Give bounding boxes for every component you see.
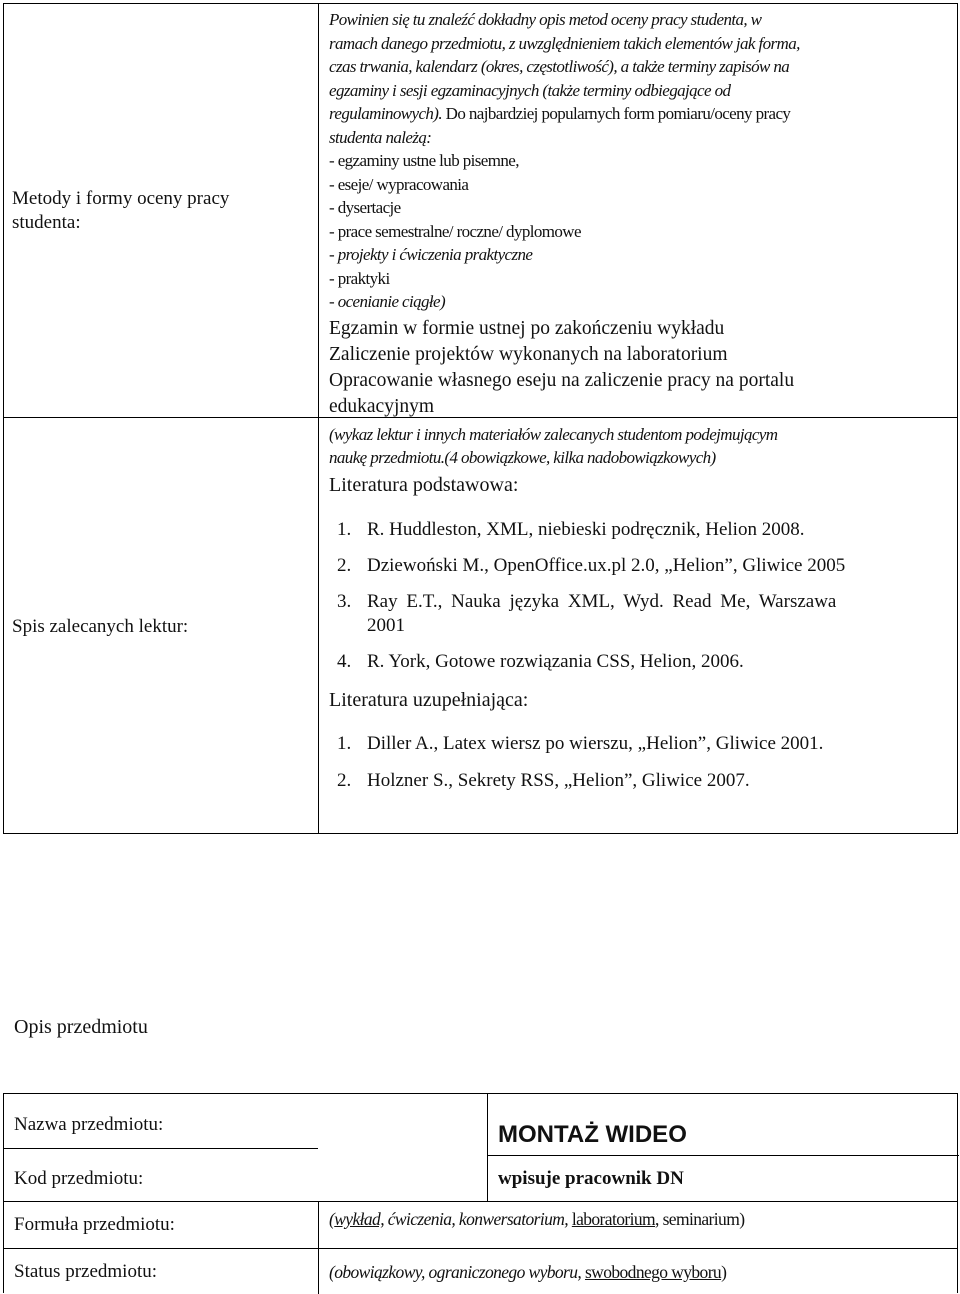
list-item	[329, 555, 949, 577]
list-item	[329, 519, 949, 541]
actual-method: Opracowanie własnego eseju na zaliczenie pracy na portalu	[329, 369, 795, 391]
status-options: (obowiązkowy, ograniczonego wyboru,	[329, 1262, 585, 1282]
item-text: Ray E.T., Nauka języka XML, Wyd. Read Me, Warszawa	[367, 590, 837, 612]
extra-literature-header: Literatura uzupełniająca:	[329, 688, 529, 711]
readings-label: Spis zalecanych lektur:	[12, 616, 189, 637]
item-number: 2.	[337, 769, 352, 791]
actual-methods	[329, 316, 949, 420]
code-label: Kod przedmiotu:	[14, 1168, 144, 1189]
item-text: Dziewoński M., OpenOffice.ux.pl 2.0, „Helion”, Gliwice 2005	[367, 554, 846, 576]
status-label: Status przedmiotu:	[14, 1261, 158, 1282]
row-divider	[4, 1201, 957, 1202]
methods-label: Metody i formy oceny pracy studenta:	[12, 188, 230, 233]
item-number: 4.	[337, 650, 352, 672]
readings-note: naukę przedmiotu.(4 obowiązkowe, kilka nadobowiązkowych)	[329, 448, 716, 467]
row-divider	[4, 1148, 318, 1149]
formula-open: (	[329, 1209, 335, 1229]
formula-label: Formuła przedmiotu:	[14, 1214, 175, 1235]
item-number: 2.	[337, 554, 352, 576]
form-item: - eseje/ wypracowania	[329, 174, 469, 194]
popular-forms-line2: studenta należą:	[329, 127, 432, 147]
status-value	[329, 1261, 726, 1285]
methods-content	[329, 8, 949, 792]
formula-lab: laboratorium	[571, 1209, 656, 1229]
actual-method: edukacyjnym	[329, 395, 435, 417]
form-item: - projekty i ćwiczenia praktyczne	[329, 245, 533, 264]
status-free-choice: swobodnego wyboru	[584, 1262, 722, 1282]
list-item	[329, 770, 949, 792]
actual-method: Zaliczenie projektów wykonanych na laboratorium	[329, 343, 728, 365]
item-number: 3.	[337, 590, 352, 612]
item-text: R. York, Gotowe rozwiązania CSS, Helion, 2006.	[367, 650, 744, 672]
intro-line: czas trwania, kalendarz (okres, częstotliwość), a także terminy zapisów na	[329, 57, 790, 76]
item-text: Holzner S., Sekrety RSS, „Helion”, Gliwice 2007.	[367, 769, 750, 791]
row-divider	[487, 1155, 959, 1156]
row-divider	[4, 1248, 957, 1249]
list-item-continuation	[329, 615, 949, 637]
item-number: 1.	[337, 518, 352, 540]
section-title: Opis przedmiotu	[14, 1016, 148, 1038]
form-item: - dysertacje	[329, 198, 401, 217]
column-divider	[487, 1094, 488, 1201]
basic-literature-header: Literatura podstawowa:	[329, 473, 519, 496]
formula-options: ćwiczenia, konwersatorium,	[383, 1209, 572, 1229]
formula-value	[329, 1208, 744, 1232]
item-text: 2001	[367, 614, 405, 636]
form-item: - ocenianie ciągłe)	[329, 292, 446, 311]
formula-lecture: wykład,	[334, 1209, 384, 1229]
status-end: )	[721, 1262, 727, 1282]
column-divider	[318, 4, 319, 833]
intro-line: egzaminy i sesji egzaminacyjnych (także terminy odbiegające od	[329, 80, 731, 100]
name-label: Nazwa przedmiotu:	[14, 1114, 164, 1135]
item-text: Diller A., Latex wiersz po wierszu, „Helion”, Gliwice 2001.	[367, 732, 824, 754]
assessment-table	[3, 3, 958, 834]
intro-line: ramach danego przedmiotu, z uwzględnieniem takich elementów jak forma,	[329, 33, 800, 53]
code-value: wpisuje pracownik DN	[498, 1168, 684, 1189]
course-name: MONTAŻ WIDEO	[498, 1121, 687, 1148]
course-table	[3, 1093, 958, 1293]
intro-line-last	[329, 102, 949, 126]
basic-literature-list	[329, 519, 949, 673]
intro-line: Powinien się tu znaleźć dokładny opis metod oceny pracy studenta, w	[329, 10, 762, 29]
form-item: - egzaminy ustne lub pisemne,	[329, 151, 519, 170]
list-item	[329, 591, 949, 613]
form-item: - prace semestralne/ roczne/ dyplomowe	[329, 221, 581, 241]
extra-literature-list	[329, 733, 949, 792]
formula-end: , seminarium)	[655, 1209, 745, 1229]
item-number: 1.	[337, 732, 352, 754]
list-item	[329, 733, 949, 755]
actual-method: Egzamin w formie ustnej po zakończeniu wykładu	[329, 317, 725, 339]
item-text: R. Huddleston, XML, niebieski podręcznik, Helion 2008.	[367, 518, 805, 540]
popular-forms-line: Do najbardziej popularnych form pomiaru/oceny pracy	[442, 104, 791, 123]
intro-line-regulaminowych: regulaminowych).	[329, 104, 442, 123]
form-item: - praktyki	[329, 268, 390, 288]
readings-note: (wykaz lektur i innych materiałów zalecanych studentom podejmującym	[329, 424, 778, 444]
list-item	[329, 651, 949, 673]
